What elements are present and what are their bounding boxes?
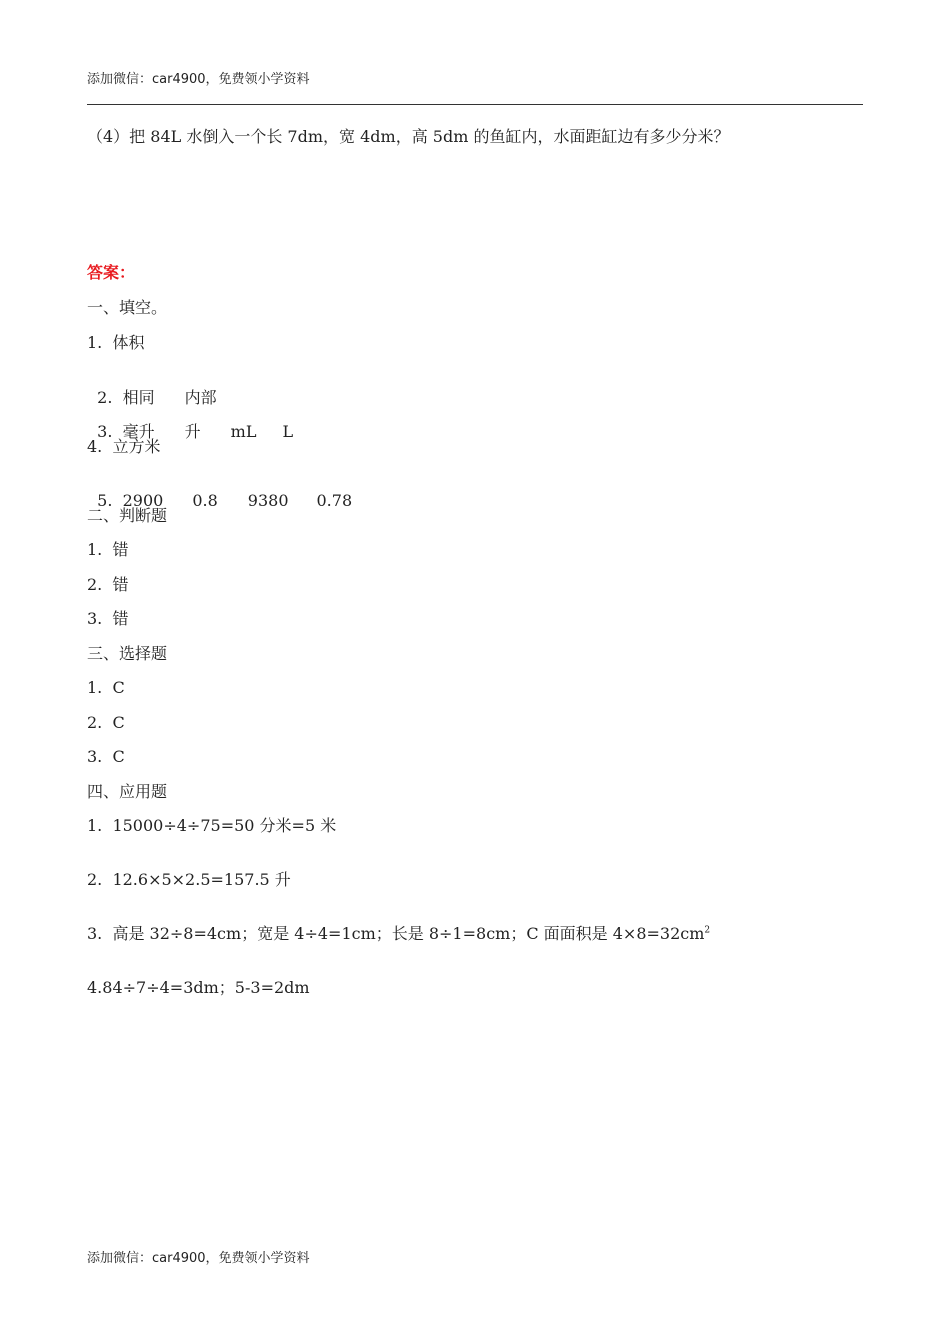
section4-item4: 4.84÷7÷4=3dm；5-3=2dm [87, 978, 310, 997]
section2-heading: 二、判断题 [87, 506, 168, 525]
section4-heading: 四、应用题 [87, 782, 168, 801]
section1-item5-part3: 9380 [247, 491, 289, 510]
section1-item2-part1: 2. 相同 [97, 388, 155, 407]
section4-item2: 2. 12.6×5×2.5=157.5 升 [87, 870, 291, 889]
section1-item3-part3: mL [230, 422, 257, 441]
section3-item3: 3. C [87, 747, 125, 766]
section1-item5-part1: 5. 2900 [97, 491, 164, 510]
section1-item5-part4: 0.78 [316, 491, 353, 510]
section1-item3-part2: 升 [184, 422, 201, 441]
page-header-text: 添加微信：car4900，免费领小学资料 [87, 72, 310, 87]
section1-item1: 1. 体积 [87, 333, 145, 352]
section4-item3 [87, 924, 710, 944]
section1-item5-part2: 0.8 [192, 491, 218, 510]
section3-item2: 2. C [87, 713, 125, 732]
section3-item1: 1. C [87, 678, 125, 697]
section1-item3-part4: L [282, 422, 294, 441]
section1-heading: 一、填空。 [87, 298, 168, 317]
section4-item3-text: 3. 高是 32÷8=4cm；宽是 4÷4=1cm；长是 8÷1=8cm；C 面面积是 4×8=32cm [87, 924, 705, 943]
section1-item3 [87, 402, 293, 442]
section1-item2-part2: 内部 [184, 388, 217, 407]
header-divider [87, 104, 863, 105]
section2-item1: 1. 错 [87, 540, 129, 559]
section4-item3-superscript: 2 [704, 925, 711, 936]
section3-heading: 三、选择题 [87, 644, 168, 663]
section1-item3-part1: 3. 毫升 [97, 422, 155, 441]
section1-item5 [87, 471, 352, 511]
section2-item2: 2. 错 [87, 575, 129, 594]
section2-item3: 3. 错 [87, 609, 129, 628]
question-4: （4）把 84L 水倒入一个长 7dm，宽 4dm，高 5dm 的鱼缸内，水面距缸边有多少分米？ [87, 127, 730, 146]
section4-item1: 1. 15000÷4÷75=50 分米=5 米 [87, 816, 337, 835]
answer-title: 答案： [87, 263, 136, 282]
section1-item4: 4. 立方米 [87, 437, 161, 456]
page-footer-text: 添加微信：car4900，免费领小学资料 [87, 1251, 310, 1266]
